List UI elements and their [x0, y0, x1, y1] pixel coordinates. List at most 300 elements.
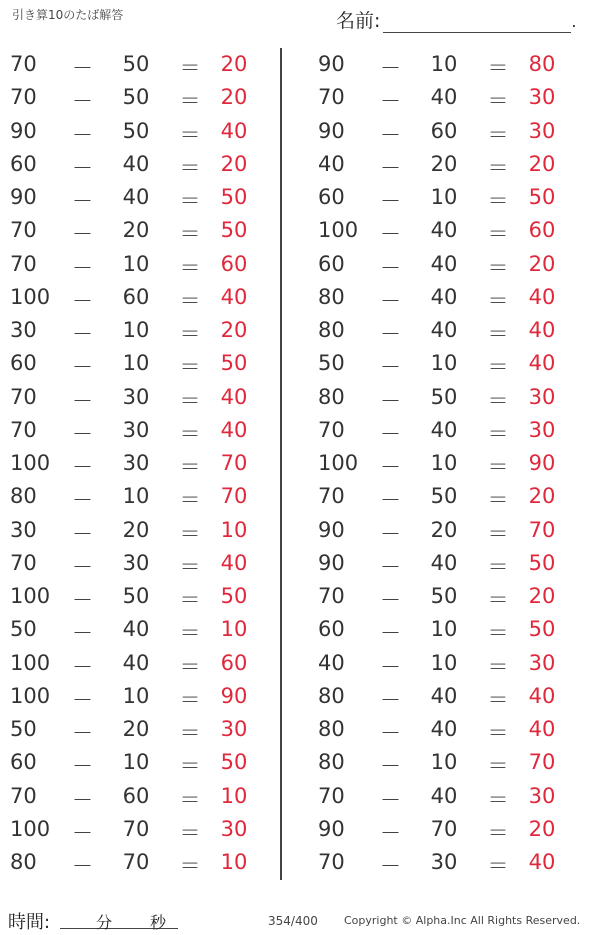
minuend: 80 — [318, 284, 345, 309]
answer: 30 — [528, 85, 556, 110]
subtrahend: 60 — [430, 118, 458, 143]
minuend: 90 — [318, 816, 345, 841]
minus-sign: － — [72, 754, 93, 779]
problem-row — [300, 81, 600, 114]
minuend: 70 — [318, 584, 345, 608]
problem-row — [300, 148, 600, 181]
problem-row — [0, 780, 280, 813]
equals-sign: ＝ — [487, 322, 509, 346]
subtrahend: 10 — [430, 650, 458, 675]
minuend: 60 — [10, 750, 37, 775]
subtrahend: 30 — [430, 850, 458, 874]
problem-row — [300, 780, 600, 813]
answer: 80 — [528, 52, 556, 76]
problem-row — [300, 514, 600, 547]
problem-row — [0, 314, 280, 347]
subtrahend: 70 — [122, 816, 150, 841]
column-divider — [280, 48, 282, 880]
minuend: 90 — [318, 517, 345, 542]
problem-row — [0, 281, 280, 314]
answer: 40 — [220, 384, 248, 409]
subtrahend: 40 — [122, 151, 150, 176]
equals-sign: ＝ — [179, 222, 201, 247]
problem-row — [0, 115, 280, 148]
answer: 50 — [220, 185, 248, 209]
minuend: 80 — [10, 850, 37, 874]
equals-sign: ＝ — [179, 488, 201, 513]
subtrahend: 10 — [122, 351, 150, 376]
minus-sign: － — [72, 89, 93, 114]
subtrahend: 40 — [430, 550, 458, 575]
equals-sign: ＝ — [179, 787, 201, 812]
problem-row — [0, 148, 280, 181]
equals-sign: ＝ — [179, 554, 201, 579]
answer: 40 — [528, 284, 556, 309]
name-line — [383, 14, 571, 33]
minus-sign: － — [72, 654, 93, 679]
problem-row — [300, 447, 600, 480]
answer: 40 — [220, 550, 248, 575]
minus-sign: － — [380, 721, 401, 745]
minus-sign: － — [72, 588, 93, 612]
subtrahend: 10 — [430, 185, 458, 209]
minuend: 30 — [10, 517, 37, 542]
minuend: 90 — [10, 185, 37, 209]
minus-sign: － — [380, 554, 401, 579]
answer: 40 — [528, 683, 556, 708]
problem-row — [0, 414, 280, 447]
equals-sign: ＝ — [179, 588, 201, 612]
minuend: 90 — [318, 118, 345, 143]
equals-sign: ＝ — [179, 521, 201, 546]
minuend: 70 — [318, 85, 345, 110]
minuend: 70 — [318, 850, 345, 874]
problem-row — [0, 813, 280, 846]
equals-sign: ＝ — [487, 820, 509, 845]
minus-sign: － — [72, 355, 93, 380]
subtrahend: 60 — [122, 284, 150, 309]
answer: 50 — [220, 351, 248, 376]
footer — [0, 906, 600, 932]
answer: 70 — [528, 750, 556, 775]
subtrahend: 10 — [122, 750, 150, 775]
minuend: 70 — [10, 783, 37, 808]
equals-sign: ＝ — [179, 421, 201, 446]
subtrahend: 50 — [430, 484, 458, 509]
subtrahend: 60 — [122, 783, 150, 808]
equals-sign: ＝ — [487, 488, 509, 513]
answer: 10 — [220, 850, 248, 874]
subtrahend: 50 — [122, 118, 150, 143]
name-label: 名前: — [336, 10, 381, 32]
equals-sign: ＝ — [487, 122, 509, 147]
problem-row — [300, 347, 600, 380]
minus-sign: － — [380, 820, 401, 845]
equals-sign: ＝ — [487, 754, 509, 779]
problem-row — [0, 647, 280, 680]
minuend: 60 — [10, 151, 37, 176]
subtrahend: 10 — [430, 617, 458, 642]
equals-sign: ＝ — [487, 721, 509, 745]
subtrahend: 50 — [122, 584, 150, 608]
minus-sign: － — [72, 288, 93, 313]
problem-row — [0, 514, 280, 547]
minutes-label: 分 — [96, 913, 113, 932]
equals-sign: ＝ — [487, 288, 509, 313]
name-dot: . — [571, 12, 577, 31]
minus-sign: － — [380, 222, 401, 247]
equals-sign: ＝ — [179, 654, 201, 679]
subtrahend: 30 — [122, 384, 150, 409]
answer: 20 — [528, 484, 556, 509]
problem-row — [300, 414, 600, 447]
equals-sign: ＝ — [487, 222, 509, 247]
answer: 60 — [220, 251, 248, 276]
answer: 40 — [528, 717, 556, 741]
answer: 20 — [528, 151, 556, 176]
problem-row — [300, 580, 600, 613]
minuend: 50 — [318, 351, 345, 376]
subtrahend: 40 — [430, 218, 458, 243]
right-column — [300, 48, 600, 879]
minus-sign: － — [72, 854, 93, 878]
minuend: 70 — [318, 484, 345, 509]
equals-sign: ＝ — [179, 189, 201, 213]
equals-sign: ＝ — [487, 787, 509, 812]
minus-sign: － — [72, 122, 93, 147]
minus-sign: － — [380, 155, 401, 180]
subtrahend: 40 — [430, 683, 458, 708]
answer: 20 — [220, 151, 248, 176]
problem-row — [0, 580, 280, 613]
problem-row — [300, 713, 600, 746]
copyright: Copyright © Alpha.Inc All Rights Reserved. — [344, 914, 581, 927]
subtrahend: 10 — [122, 251, 150, 276]
problem-row — [0, 347, 280, 380]
equals-sign: ＝ — [487, 355, 509, 380]
problem-row — [300, 381, 600, 414]
minus-sign: － — [380, 754, 401, 779]
equals-sign: ＝ — [179, 56, 201, 80]
minus-sign: － — [72, 455, 93, 479]
problem-row — [300, 480, 600, 513]
minus-sign: － — [380, 455, 401, 479]
problem-row — [0, 746, 280, 779]
minus-sign: － — [380, 288, 401, 313]
minus-sign: － — [380, 89, 401, 114]
name-field — [336, 6, 577, 33]
answer: 70 — [220, 451, 248, 475]
minuend: 100 — [10, 284, 51, 309]
answer: 40 — [528, 318, 556, 342]
problem-row — [0, 680, 280, 713]
equals-sign: ＝ — [179, 754, 201, 779]
minuend: 60 — [10, 351, 37, 376]
minuend: 70 — [318, 783, 345, 808]
seconds-label: 秒 — [150, 913, 167, 932]
worksheet-title: 引き算10のたば解答 — [12, 8, 124, 22]
subtrahend: 20 — [122, 218, 150, 243]
subtrahend: 50 — [122, 52, 150, 76]
problem-row — [0, 613, 280, 646]
subtrahend: 30 — [122, 451, 150, 475]
answer: 40 — [220, 118, 248, 143]
answer: 40 — [220, 284, 248, 309]
subtrahend: 10 — [430, 351, 458, 376]
equals-sign: ＝ — [487, 687, 509, 712]
answer: 50 — [220, 218, 248, 243]
minuend: 100 — [318, 451, 359, 475]
equals-sign: ＝ — [487, 255, 509, 280]
problem-row — [300, 846, 600, 879]
subtrahend: 50 — [430, 384, 458, 409]
problem-row — [300, 248, 600, 281]
minus-sign: － — [72, 820, 93, 845]
minus-sign: － — [72, 621, 93, 646]
equals-sign: ＝ — [179, 122, 201, 147]
answer: 50 — [220, 584, 248, 608]
subtrahend: 10 — [122, 484, 150, 509]
subtrahend: 40 — [430, 417, 458, 442]
answer: 20 — [220, 318, 248, 342]
minuend: 80 — [318, 683, 345, 708]
subtrahend: 40 — [430, 284, 458, 309]
answer: 20 — [528, 584, 556, 608]
subtrahend: 70 — [122, 850, 150, 874]
equals-sign: ＝ — [179, 388, 201, 413]
equals-sign: ＝ — [487, 521, 509, 546]
subtrahend: 40 — [122, 650, 150, 675]
answer: 30 — [528, 417, 556, 442]
answer: 30 — [528, 783, 556, 808]
answer: 30 — [220, 717, 248, 741]
minuend: 90 — [10, 118, 37, 143]
minuend: 90 — [318, 550, 345, 575]
problem-row — [0, 846, 280, 879]
equals-sign: ＝ — [179, 255, 201, 280]
equals-sign: ＝ — [179, 355, 201, 380]
answer: 10 — [220, 783, 248, 808]
answer: 70 — [220, 484, 248, 509]
subtrahend: 10 — [430, 52, 458, 76]
minuend: 30 — [10, 318, 37, 342]
subtrahend: 40 — [122, 185, 150, 209]
problem-row — [0, 214, 280, 247]
answer: 90 — [220, 683, 248, 708]
problem-row — [300, 115, 600, 148]
subtrahend: 10 — [122, 683, 150, 708]
answer: 20 — [220, 85, 248, 110]
equals-sign: ＝ — [179, 322, 201, 346]
minuend: 80 — [318, 717, 345, 741]
answer: 40 — [528, 351, 556, 376]
minuend: 70 — [10, 417, 37, 442]
subtrahend: 10 — [430, 750, 458, 775]
problem-row — [300, 746, 600, 779]
problem-row — [300, 281, 600, 314]
answer: 30 — [220, 816, 248, 841]
minuend: 40 — [318, 151, 345, 176]
minus-sign: － — [72, 787, 93, 812]
problem-row — [300, 48, 600, 81]
equals-sign: ＝ — [179, 820, 201, 845]
minus-sign: － — [380, 122, 401, 147]
minus-sign: － — [380, 854, 401, 878]
minus-sign: － — [72, 521, 93, 546]
minus-sign: － — [380, 388, 401, 413]
equals-sign: ＝ — [487, 654, 509, 679]
minuend: 80 — [318, 318, 345, 342]
answer: 20 — [220, 52, 248, 76]
minuend: 60 — [318, 617, 345, 642]
minuend: 80 — [10, 484, 37, 509]
minuend: 70 — [10, 384, 37, 409]
answer: 60 — [220, 650, 248, 675]
subtrahend: 10 — [122, 318, 150, 342]
minuend: 100 — [10, 451, 51, 475]
equals-sign: ＝ — [179, 721, 201, 745]
problem-row — [300, 314, 600, 347]
minus-sign: － — [72, 721, 93, 745]
minus-sign: － — [380, 56, 401, 80]
minuend: 80 — [318, 750, 345, 775]
answer: 60 — [528, 218, 556, 243]
answer: 30 — [528, 384, 556, 409]
equals-sign: ＝ — [487, 621, 509, 646]
subtrahend: 20 — [122, 517, 150, 542]
subtrahend: 10 — [430, 451, 458, 475]
minus-sign: － — [380, 521, 401, 546]
subtrahend: 40 — [430, 783, 458, 808]
equals-sign: ＝ — [487, 155, 509, 180]
problem-row — [0, 480, 280, 513]
minus-sign: － — [72, 189, 93, 213]
minus-sign: － — [72, 687, 93, 712]
equals-sign: ＝ — [179, 455, 201, 479]
minus-sign: － — [380, 654, 401, 679]
equals-sign: ＝ — [487, 421, 509, 446]
problem-row — [0, 381, 280, 414]
problem-row — [0, 48, 280, 81]
subtrahend: 50 — [122, 85, 150, 110]
answer: 30 — [528, 118, 556, 143]
problem-row — [300, 214, 600, 247]
minus-sign: － — [380, 687, 401, 712]
minus-sign: － — [72, 388, 93, 413]
equals-sign: ＝ — [487, 89, 509, 114]
problem-row — [300, 647, 600, 680]
equals-sign: ＝ — [487, 554, 509, 579]
subtrahend: 20 — [122, 717, 150, 741]
problem-row — [300, 680, 600, 713]
equals-sign: ＝ — [179, 854, 201, 878]
minus-sign: － — [72, 155, 93, 180]
minus-sign: － — [72, 255, 93, 280]
minuend: 80 — [318, 384, 345, 409]
subtrahend: 40 — [122, 617, 150, 642]
minus-sign: － — [380, 787, 401, 812]
minus-sign: － — [72, 421, 93, 446]
minus-sign: － — [72, 554, 93, 579]
subtrahend: 30 — [122, 417, 150, 442]
equals-sign: ＝ — [487, 455, 509, 479]
minuend: 60 — [318, 251, 345, 276]
answer: 30 — [528, 650, 556, 675]
answer: 20 — [528, 816, 556, 841]
minuend: 70 — [10, 52, 37, 76]
equals-sign: ＝ — [179, 621, 201, 646]
subtrahend: 20 — [430, 517, 458, 542]
problem-row — [300, 813, 600, 846]
answer: 20 — [528, 251, 556, 276]
answer: 50 — [220, 750, 248, 775]
minuend: 70 — [318, 417, 345, 442]
subtrahend: 40 — [430, 717, 458, 741]
minuend: 70 — [10, 550, 37, 575]
problem-row — [0, 713, 280, 746]
subtrahend: 40 — [430, 318, 458, 342]
minuend: 70 — [10, 218, 37, 243]
minuend: 100 — [10, 584, 51, 608]
page-number: 354/400 — [268, 914, 318, 928]
problem-row — [0, 447, 280, 480]
minuend: 40 — [318, 650, 345, 675]
answer: 70 — [528, 517, 556, 542]
subtrahend: 30 — [122, 550, 150, 575]
answer: 50 — [528, 185, 556, 209]
problem-row — [300, 181, 600, 214]
minus-sign: － — [380, 488, 401, 513]
equals-sign: ＝ — [487, 854, 509, 878]
answer: 10 — [220, 517, 248, 542]
equals-sign: ＝ — [487, 588, 509, 612]
equals-sign: ＝ — [179, 288, 201, 313]
minus-sign: － — [72, 488, 93, 513]
minuend: 100 — [10, 650, 51, 675]
problem-row — [0, 547, 280, 580]
answer: 10 — [220, 617, 248, 642]
minus-sign: － — [380, 621, 401, 646]
minus-sign: － — [380, 189, 401, 213]
equals-sign: ＝ — [179, 89, 201, 114]
minuend: 60 — [318, 185, 345, 209]
minuend: 100 — [10, 683, 51, 708]
answer: 50 — [528, 550, 556, 575]
minus-sign: － — [380, 322, 401, 346]
subtrahend: 40 — [430, 85, 458, 110]
minuend: 90 — [318, 52, 345, 76]
equals-sign: ＝ — [179, 687, 201, 712]
minuend: 100 — [10, 816, 51, 841]
minuend: 70 — [10, 251, 37, 276]
answer: 40 — [528, 850, 556, 874]
minuend: 100 — [318, 218, 359, 243]
problem-row — [0, 248, 280, 281]
problem-row — [0, 181, 280, 214]
equals-sign: ＝ — [487, 388, 509, 413]
problem-row — [300, 547, 600, 580]
equals-sign: ＝ — [487, 56, 509, 80]
subtrahend: 50 — [430, 584, 458, 608]
subtrahend: 40 — [430, 251, 458, 276]
subtrahend: 70 — [430, 816, 458, 841]
left-column — [0, 48, 280, 879]
problem-row — [300, 613, 600, 646]
minus-sign: － — [380, 355, 401, 380]
answer: 40 — [220, 417, 248, 442]
minus-sign: － — [72, 56, 93, 80]
minuend: 70 — [10, 85, 37, 110]
